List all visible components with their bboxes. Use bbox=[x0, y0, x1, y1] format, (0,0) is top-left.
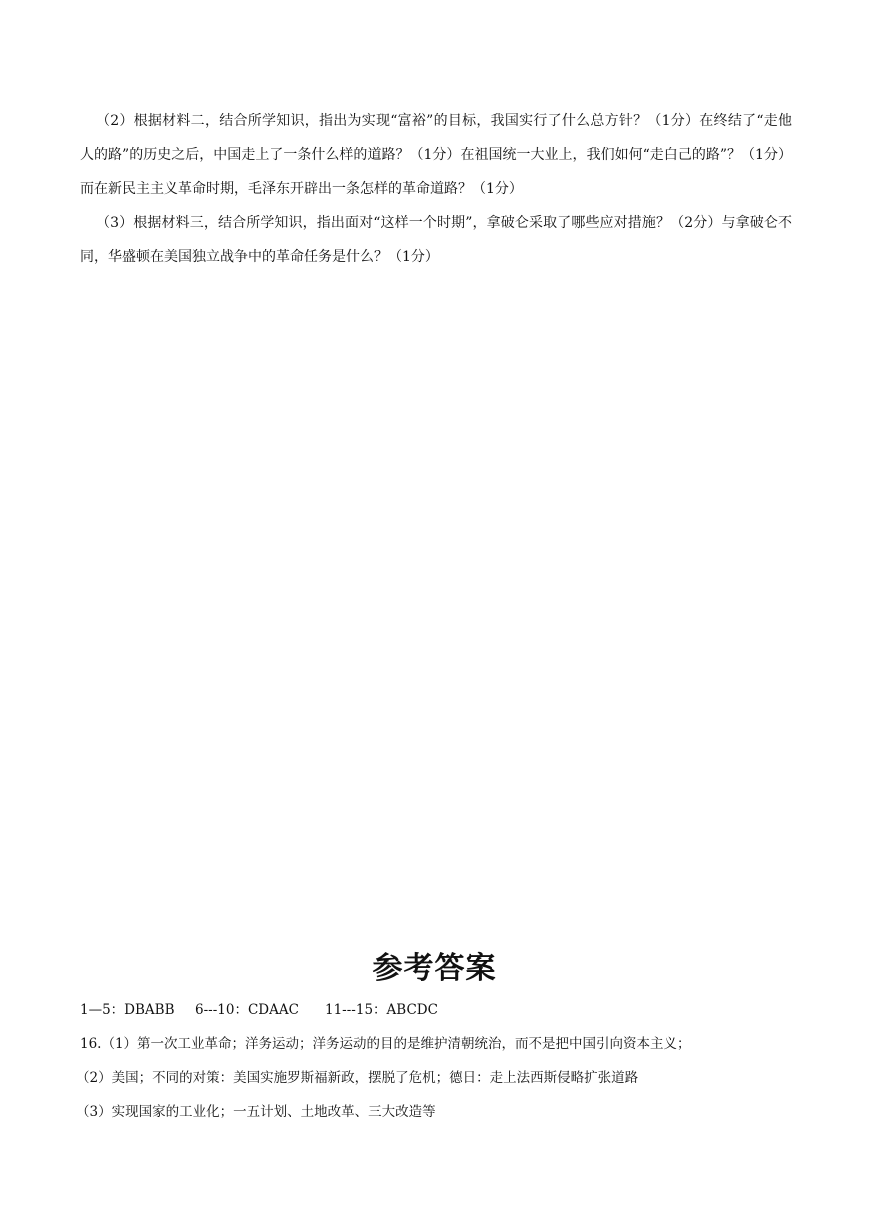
answer-16-part-1: 16.（1）第一次工业革命；洋务运动；洋务运动的目的是维护清朝统治，而不是把中国引向资本主义； bbox=[80, 1036, 691, 1052]
mc-answers-6-10: 6---10：CDAAC bbox=[195, 1002, 299, 1018]
answer-key-title: 参考答案 bbox=[372, 951, 497, 986]
question-2-paragraph: （2）根据材料二，结合所学知识，指出为实现“富裕”的目标，我国实行了什么总方针？（1分）在终结了“走他人的路”的历史之后，中国走上了一条什么样的道路？（1分）在祖国统一大业上，我们如何“走白己的路”？（1分）而在新民主主义革命时期，毛泽东开辟出一条怎样的革命道路？（1分） bbox=[80, 113, 792, 197]
answer-16-part-3: （3）实现国家的工业化；一五计划、土地改革、三大改造等 bbox=[76, 1104, 436, 1120]
mc-answers-1-5: 1—5：DBABB bbox=[80, 1002, 175, 1018]
multiple-choice-answers bbox=[80, 1000, 840, 1020]
question-3-paragraph: （3）根据材料三，结合所学知识，指出面对“这样一个时期”，拿破仑采取了哪些应对措施？（2分）与拿破仑不同，华盛顿在美国独立战争中的革命任务是什么？（1分） bbox=[80, 215, 792, 265]
answer-16-part-2: （2）美国；不同的对策：美国实施罗斯福新政，摆脱了危机；德日：走上法西斯侵略扩张道路 bbox=[76, 1070, 639, 1086]
mc-answers-11-15: 11---15：ABCDC bbox=[325, 1002, 438, 1018]
